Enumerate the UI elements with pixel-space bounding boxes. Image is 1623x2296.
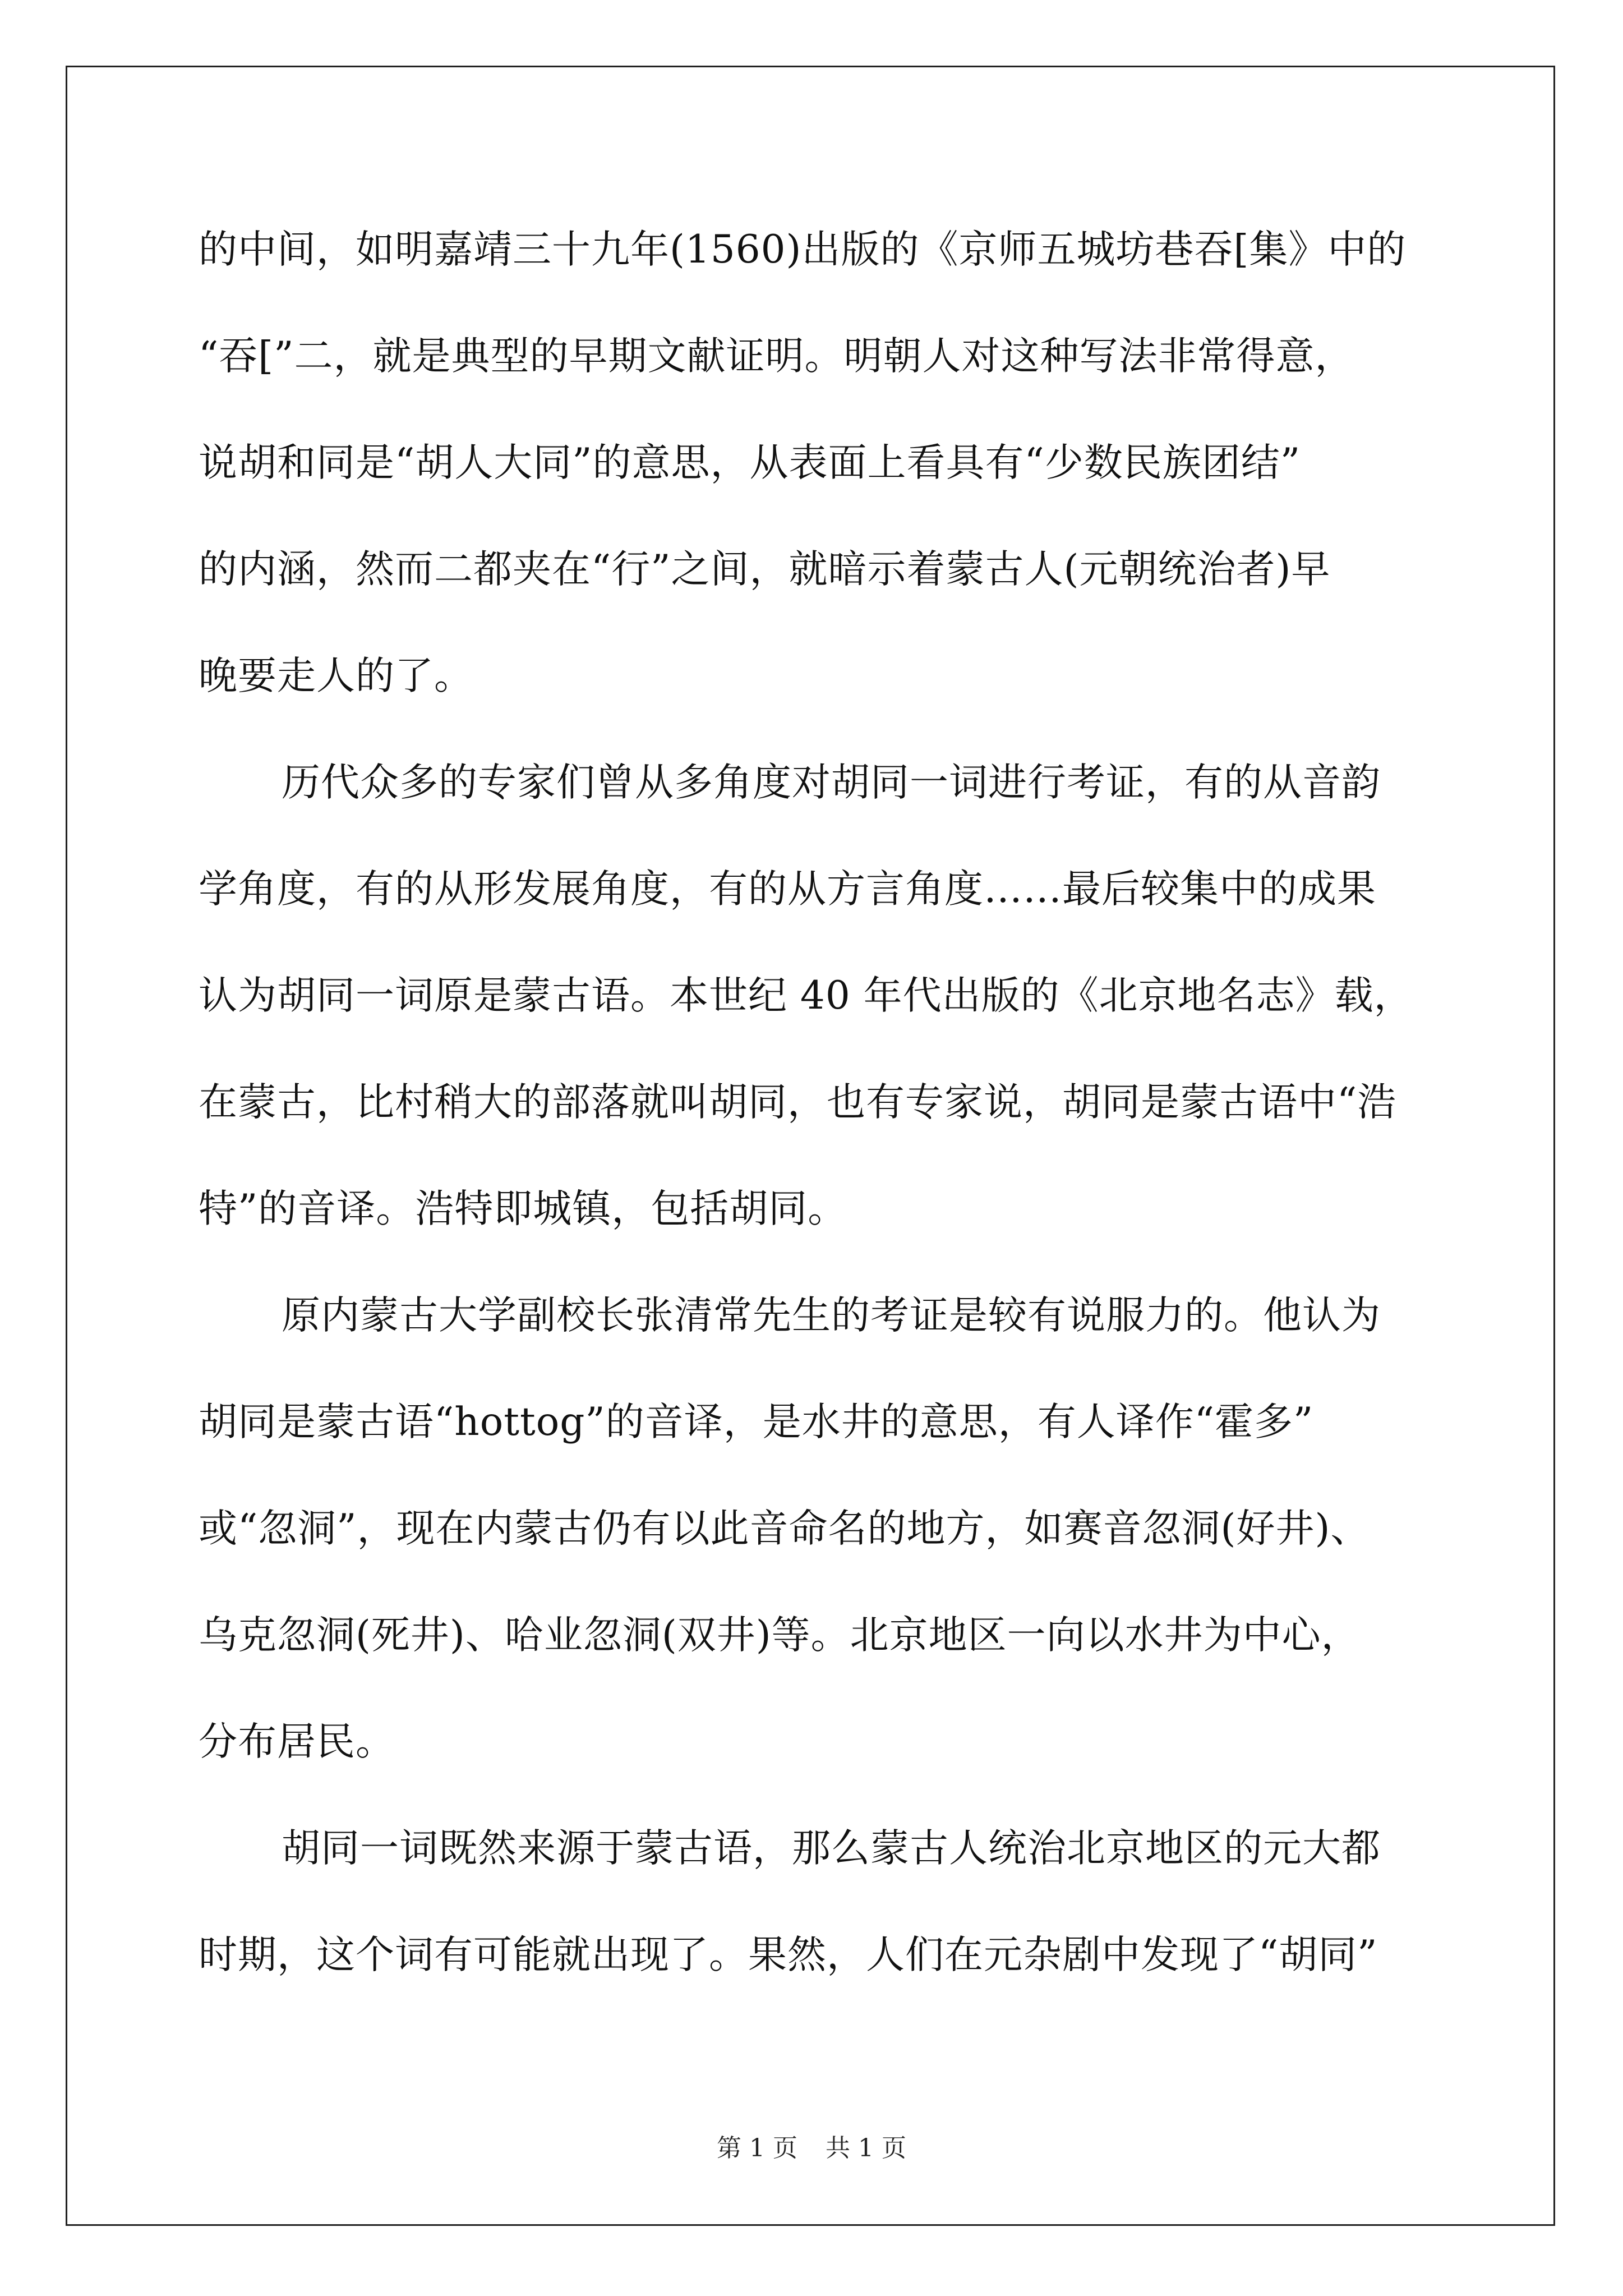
text-line: 学角度，有的从形发展角度，有的从方言角度……最后较集中的成果 (199, 867, 1376, 912)
text-line: 胡同一词既然来源于蒙古语，那么蒙古人统治北京地区的元大都 (282, 1826, 1381, 1871)
page-number-current: 第 1 页 (717, 2134, 797, 2162)
page-footer (0, 2132, 1623, 2165)
text-line: 特”的音译。浩特即城镇，包括胡同。 (199, 1186, 847, 1231)
text-line: 历代众多的专家们曾从多角度对胡同一词进行考证，有的从音韵 (282, 760, 1381, 805)
text-line: 的内涵，然而二都夹在“行”之间，就暗示着蒙古人(元朝统治者)早 (199, 547, 1331, 592)
text-line: 胡同是蒙古语“hottog”的音译，是水井的意思，有人译作“霍多” (199, 1400, 1314, 1444)
text-line: 乌克忽洞(死井)、哈业忽洞(双井)等。北京地区一向以水井为中心， (199, 1613, 1361, 1658)
text-line: 说胡和同是“胡人大同”的意思，从表面上看具有“少数民族团结” (199, 440, 1301, 485)
text-line: 在蒙古，比村稍大的部落就叫胡同，也有专家说，胡同是蒙古语中“浩 (199, 1080, 1397, 1125)
text-line: 或“忽洞”，现在内蒙古仍有以此音命名的地方，如赛音忽洞(好井)、 (199, 1506, 1370, 1551)
text-line: “吞[”二，就是典型的早期文献证明。明朝人对这种写法非常得意， (199, 334, 1354, 379)
text-line: 原内蒙古大学副校长张清常先生的考证是较有说服力的。他认为 (282, 1293, 1381, 1338)
page-number-total: 共 1 页 (826, 2134, 906, 2162)
text-line: 的中间，如明嘉靖三十九年(1560)出版的《京师五城坊巷吞[集》中的 (199, 227, 1407, 272)
text-line: 分布居民。 (199, 1719, 395, 1764)
text-line: 认为胡同一词原是蒙古语。本世纪 40 年代出版的《北京地名志》载， (199, 973, 1413, 1018)
text-line: 晚要走人的了。 (199, 654, 473, 698)
document-body (199, 213, 1427, 2025)
text-line: 时期，这个词有可能就出现了。果然，人们在元杂剧中发现了“胡同” (199, 1932, 1378, 1977)
